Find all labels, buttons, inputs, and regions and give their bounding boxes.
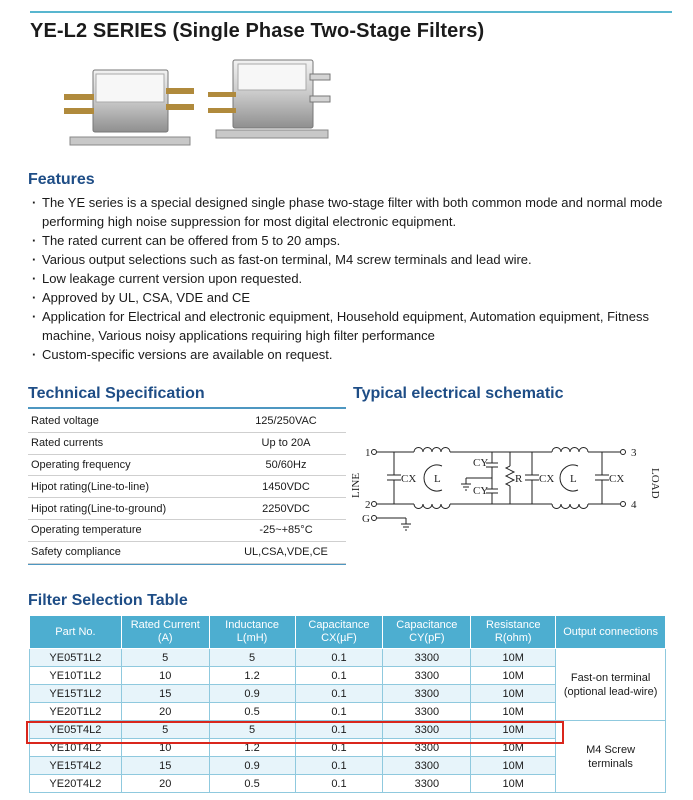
table-cell: 0.1 (295, 703, 383, 721)
table-cell: YE20T4L2 (30, 775, 122, 793)
table-cell: 5 (209, 649, 295, 667)
table-cell: 0.5 (209, 703, 295, 721)
table-cell: 3300 (383, 685, 471, 703)
feature-item: · Low leakage current version upon requested. (32, 269, 672, 288)
column-header (209, 616, 295, 649)
tech-spec-bottom-rule (28, 564, 346, 565)
filter-photo-1 (64, 70, 194, 145)
l-right-label: L (570, 473, 577, 485)
spec-label: Safety compliance (28, 541, 226, 563)
line-side-label: LINE (350, 472, 362, 498)
spec-value: UL,CSA,VDE,CE (226, 541, 346, 563)
spec-row (28, 411, 346, 432)
output-connection-cell (556, 649, 666, 721)
feature-item: · Various output selections such as fast-on terminal, M4 screw terminals and lead wire. (32, 250, 672, 269)
table-cell: 10M (471, 703, 556, 721)
column-header-line: Capacitance (308, 619, 370, 631)
output-connection-line: terminals (588, 757, 633, 770)
table-cell: 3300 (383, 757, 471, 775)
product-photos (48, 52, 348, 167)
table-cell: 3300 (383, 739, 471, 757)
top-divider (30, 11, 672, 13)
spec-row (28, 432, 346, 454)
column-header-line: Rated Current (130, 619, 200, 631)
column-header-line: R(ohm) (494, 632, 532, 644)
tech-spec-top-rule (28, 407, 346, 409)
column-header-line: (A) (157, 632, 173, 644)
table-cell: 1.2 (209, 739, 295, 757)
table-cell: YE15T4L2 (30, 757, 122, 775)
cx-right-label: CX (609, 473, 625, 485)
column-header (383, 616, 471, 649)
table-cell: 10M (471, 667, 556, 685)
table-cell: 10M (471, 721, 556, 739)
table-cell: 10M (471, 775, 556, 793)
table-cell: 5 (121, 721, 209, 739)
spec-label: Rated voltage (28, 411, 226, 432)
filter-photo-2 (208, 60, 330, 138)
table-cell: 0.1 (295, 757, 383, 775)
table-cell: YE10T1L2 (30, 667, 122, 685)
features-heading: Features (28, 171, 95, 188)
table-cell: 10M (471, 757, 556, 775)
load-side-label: LOAD (649, 468, 661, 499)
filter-selection-table (29, 615, 666, 793)
cx-middle-label: CX (539, 473, 555, 485)
table-cell: 15 (121, 757, 209, 775)
terminal-3-label: 3 (631, 447, 637, 459)
column-header-line: Part No. (55, 625, 96, 638)
table-cell: 10M (471, 649, 556, 667)
output-connection-line: M4 Screw (586, 743, 636, 756)
table-cell: 0.1 (295, 667, 383, 685)
highlighted-row-outline (26, 721, 564, 744)
spec-value: Up to 20A (226, 432, 346, 454)
table-cell: 3300 (383, 775, 471, 793)
table-cell: 0.1 (295, 721, 383, 739)
table-cell: 5 (209, 721, 295, 739)
table-cell: YE10T4L2 (30, 739, 122, 757)
column-header-line: CX(µF) (321, 632, 357, 644)
column-header-line: Output connections (563, 625, 658, 638)
spec-row (28, 541, 346, 563)
table-cell: 3300 (383, 649, 471, 667)
table-cell: 10M (471, 739, 556, 757)
feature-item: · The rated current can be offered from 5 to 20 amps. (32, 231, 672, 250)
spec-row (28, 476, 346, 498)
table-row (30, 649, 666, 667)
tech-spec-table (28, 411, 346, 564)
table-cell: 0.1 (295, 739, 383, 757)
spec-value: -25~+85°C (226, 519, 346, 541)
terminal-2-label: 2 (365, 499, 371, 511)
table-cell: 15 (121, 685, 209, 703)
column-header (30, 616, 122, 649)
spec-label: Hipot rating(Line-to-ground) (28, 498, 226, 520)
cx-left-label: CX (401, 473, 417, 485)
table-cell: 0.1 (295, 649, 383, 667)
table-cell: 10M (471, 685, 556, 703)
spec-label: Operating temperature (28, 519, 226, 541)
spec-row (28, 454, 346, 476)
column-header (471, 616, 556, 649)
schematic-heading: Typical electrical schematic (353, 385, 564, 402)
column-header-line: L(mH) (236, 632, 268, 644)
features-list (32, 193, 672, 364)
spec-label: Operating frequency (28, 454, 226, 476)
spec-value: 50/60Hz (226, 454, 346, 476)
table-cell: YE15T1L2 (30, 685, 122, 703)
feature-item: · Custom-specific versions are available on request. (32, 345, 672, 364)
r-label: R (515, 473, 523, 485)
spec-value: 125/250VAC (226, 411, 346, 432)
terminal-g-label: G (362, 513, 370, 525)
selection-heading: Filter Selection Table (28, 592, 188, 609)
table-cell: 0.5 (209, 775, 295, 793)
spec-label: Rated currents (28, 432, 226, 454)
table-cell: 20 (121, 703, 209, 721)
l-left-label: L (434, 473, 441, 485)
table-cell: 3300 (383, 703, 471, 721)
table-cell: 5 (121, 649, 209, 667)
spec-row (28, 498, 346, 520)
feature-item: · Approved by UL, CSA, VDE and CE (32, 288, 672, 307)
table-cell: 0.1 (295, 775, 383, 793)
output-connection-line: Fast-on terminal (570, 671, 651, 684)
cy-bottom-label: CY (473, 485, 489, 497)
terminal-4-label: 4 (631, 499, 637, 511)
table-cell: 10 (121, 739, 209, 757)
column-header (121, 616, 209, 649)
spec-value: 2250VDC (226, 498, 346, 520)
terminal-1-label: 1 (365, 447, 371, 459)
electrical-schematic (352, 426, 672, 542)
spec-row (28, 519, 346, 541)
output-connection-cell (556, 721, 666, 793)
column-header (295, 616, 383, 649)
table-cell: 3300 (383, 667, 471, 685)
table-cell: 0.9 (209, 685, 295, 703)
table-cell: 1.2 (209, 667, 295, 685)
table-cell: YE05T1L2 (30, 649, 122, 667)
column-header-line: Inductance (225, 619, 279, 631)
page-title: YE-L2 SERIES (Single Phase Two-Stage Filters) (30, 20, 485, 42)
column-header-line: Capacitance (396, 619, 458, 631)
table-cell: YE20T1L2 (30, 703, 122, 721)
tech-spec-heading: Technical Specification (28, 385, 205, 402)
table-cell: 3300 (383, 721, 471, 739)
table-cell: 0.9 (209, 757, 295, 775)
output-connection-line: (optional lead-wire) (563, 685, 658, 698)
spec-value: 1450VDC (226, 476, 346, 498)
table-cell: 0.1 (295, 685, 383, 703)
spec-label: Hipot rating(Line-to-line) (28, 476, 226, 498)
table-cell: 20 (121, 775, 209, 793)
column-header (556, 616, 666, 649)
feature-item: · Application for Electrical and electronic equipment, Household equipment, Automation equipment, Fitness machine, Various noisy applications requiring high filter performance (32, 307, 672, 345)
table-cell: 10 (121, 667, 209, 685)
cy-top-label: CY (473, 457, 489, 469)
column-header-line: Resistance (486, 619, 541, 631)
column-header-line: CY(pF) (409, 632, 445, 644)
table-cell: YE05T4L2 (30, 721, 122, 739)
feature-item: · The YE series is a special designed single phase two-stage filter with both common mode and normal mode performing high noise suppression for most digital electronic equipment. (32, 193, 672, 231)
